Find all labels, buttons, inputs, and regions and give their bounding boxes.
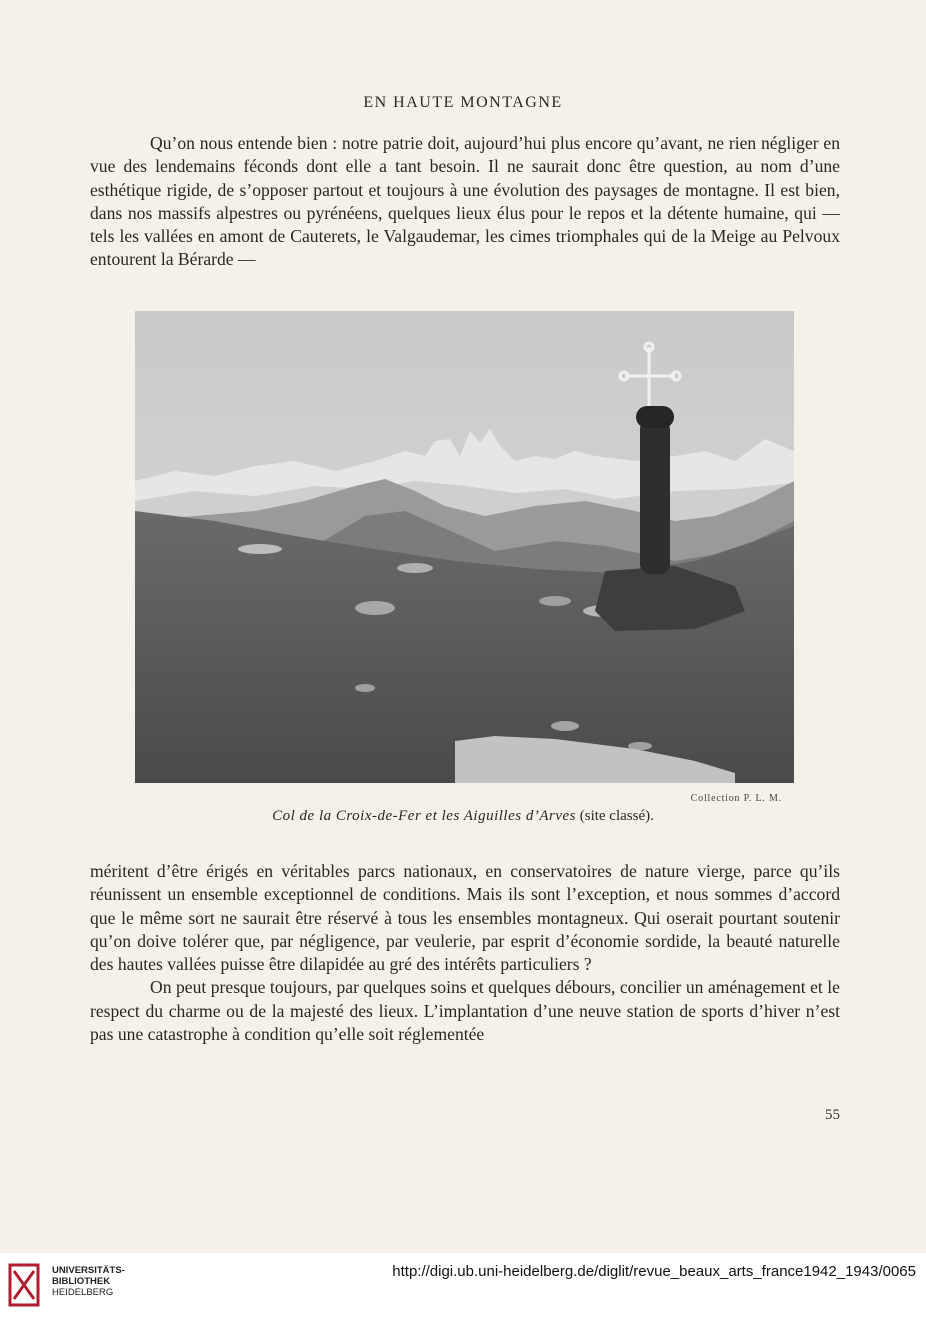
paragraph-2-text: méritent d’être érigés en véritables parcs nationaux, en conservatoires de nature vierge, parce qu’ils réunissent un ensemble exceptionnel de conditions. Mais ils sont l’exception, et nous sommes d’accord que le même sort ne saurait être réservé à tous les ensembles montagneux. Qui oserait pourtant soutenir qu’on doive tolérer que, par négligence, par veulerie, par esprit d’économie sordide, la beauté naturelle des hautes vallées puisse être dilapidée au gré des intérêts particuliers ? bbox=[90, 861, 840, 975]
library-name bbox=[52, 1265, 125, 1298]
library-name-line-3: HEIDELBERG bbox=[52, 1287, 114, 1298]
paragraph-3-text: On peut presque toujours, par quelques soins et quelques débours, concilier un aménagement et le respect du charme ou de la majesté des lieux. L’implantation d’une neuve station de sports d’hiver n’est pas une catastrophe à condition qu’elle soit réglementée bbox=[90, 977, 840, 1045]
photo-illustration bbox=[135, 311, 794, 783]
page-number: 55 bbox=[825, 1107, 840, 1123]
library-name-line-1: UNIVERSITÄTS- bbox=[52, 1265, 125, 1276]
caption-italic: Col de la Croix-de-Fer et les Aiguilles d’Arves bbox=[272, 808, 576, 824]
paragraph-1-text: Qu’on nous entende bien : notre patrie doit, aujourd’hui plus encore qu’avant, ne rien négliger en vue des lendemains féconds dont elle a tant besoin. Il ne saurait donc être question, au nom d’une esthétique rigide, de s’opposer partout et toujours à une évolution des paysages de montagne. Il est bien, dans nos massifs alpestres ou pyrénéens, quelques lieux élus pour le repos et la détente humaine, qui — tels les vallées en amont de Cauterets, le Valgaudemar, les cimes triomphales qui de la Meige au Pelvoux entourent la Bérarde — bbox=[90, 133, 840, 270]
digitization-footer bbox=[0, 1253, 926, 1320]
paragraph-1 bbox=[90, 132, 840, 272]
university-seal-icon bbox=[8, 1261, 42, 1309]
caption-roman: (site classé). bbox=[575, 808, 654, 824]
running-head: EN HAUTE MONTAGNE bbox=[363, 94, 563, 111]
photo-credit: Collection P. L. M. bbox=[690, 793, 782, 804]
paragraph-2 bbox=[90, 860, 840, 1046]
photo-caption bbox=[0, 808, 926, 825]
library-logo bbox=[8, 1261, 138, 1311]
library-name-line-2: BIBLIOTHEK bbox=[52, 1276, 111, 1287]
landscape-photograph bbox=[135, 311, 794, 783]
source-url[interactable]: http://digi.ub.uni-heidelberg.de/diglit/revue_beaux_arts_france1942_1943/0065 bbox=[392, 1263, 916, 1280]
